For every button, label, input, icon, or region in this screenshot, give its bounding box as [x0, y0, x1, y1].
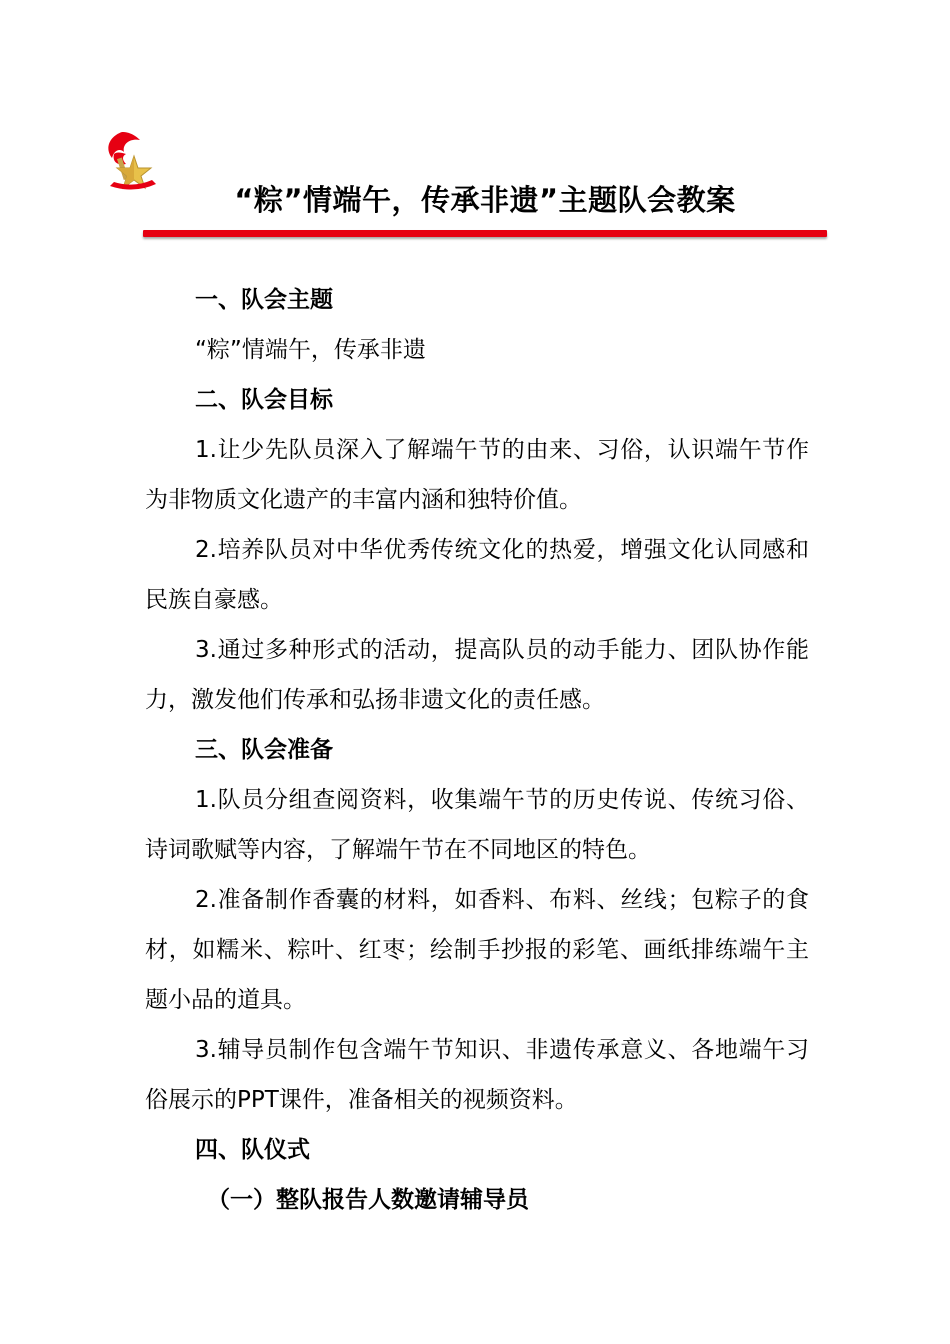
section-heading-goals: 二、队会目标: [195, 387, 333, 413]
subsection-heading-roll-call: （一）整队报告人数邀请辅导员: [207, 1187, 529, 1213]
preparation-paragraph-2: 2.准备制作香囊的材料，如香料、布料、丝线；包粽子的食材，如糯米、粽叶、红枣；绘制手抄报的彩笔、画纸排练端午主题小品的道具。: [145, 887, 809, 1013]
preparation-paragraph-3: 3.辅导员制作包含端午节知识、非遗传承意义、各地端午习俗展示的PPT课件，准备相关的视频资料。: [145, 1037, 809, 1113]
section-heading-theme: 一、队会主题: [195, 287, 333, 313]
goal-paragraph-1: 1.让少先队员深入了解端午节的由来、习俗，认识端午节作为非物质文化遗产的丰富内涵和独特价值。: [145, 437, 809, 513]
theme-text: “粽”情端午，传承非遗: [195, 337, 426, 363]
preparation-paragraph-1: 1.队员分组查阅资料，收集端午节的历史传说、传统习俗、诗词歌赋等内容，了解端午节在不同地区的特色。: [145, 787, 809, 863]
page-title: “粽”情端午，传承非遗”主题队会教案: [234, 183, 736, 217]
title-divider: [143, 230, 827, 237]
section-heading-preparation: 三、队会准备: [195, 737, 333, 763]
goal-paragraph-3: 3.通过多种形式的活动，提高队员的动手能力、团队协作能力，激发他们传承和弘扬非遗文化的责任感。: [145, 637, 809, 713]
goal-paragraph-2: 2.培养队员对中华优秀传统文化的热爱，增强文化认同感和民族自豪感。: [145, 537, 809, 613]
section-heading-ceremony: 四、队仪式: [195, 1137, 310, 1163]
document-body: [145, 275, 809, 1225]
